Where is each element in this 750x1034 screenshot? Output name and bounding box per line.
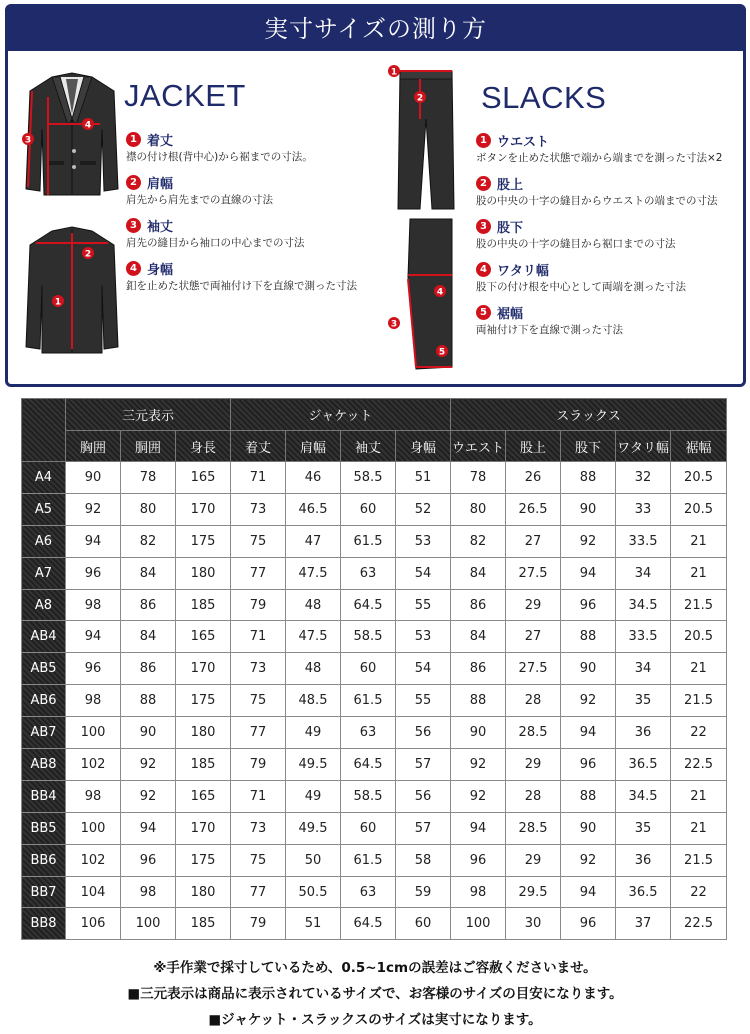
table-cell: 96 xyxy=(121,844,176,876)
table-cell: 86 xyxy=(451,653,506,685)
table-cell: 175 xyxy=(176,525,231,557)
svg-text:2: 2 xyxy=(416,93,424,104)
item-label: ウエスト xyxy=(497,134,550,150)
jacket-item-chest xyxy=(126,259,357,293)
column-header: 胸囲 xyxy=(66,431,121,462)
table-cell: 47.5 xyxy=(286,621,341,653)
svg-text:4: 4 xyxy=(436,287,444,298)
table-cell: 54 xyxy=(396,557,451,589)
item-label: ワタリ幅 xyxy=(497,263,549,279)
table-cell: 53 xyxy=(396,525,451,557)
table-cell: 96 xyxy=(561,908,616,940)
table-cell: 49.5 xyxy=(286,812,341,844)
size-label: A6 xyxy=(22,525,66,557)
table-cell: 165 xyxy=(176,621,231,653)
table-cell: 98 xyxy=(66,685,121,717)
table-cell: 58.5 xyxy=(341,780,396,812)
table-cell: 64.5 xyxy=(341,749,396,781)
table-row xyxy=(22,908,727,940)
table-cell: 170 xyxy=(176,653,231,685)
svg-text:2: 2 xyxy=(84,249,92,260)
slacks-leg-illustration xyxy=(386,217,466,373)
number-badge: 2 xyxy=(476,176,491,191)
table-cell: 73 xyxy=(231,653,286,685)
size-label: A4 xyxy=(22,462,66,494)
table-row xyxy=(22,780,727,812)
group-header: スラックス xyxy=(451,399,727,431)
table-cell: 80 xyxy=(451,493,506,525)
table-cell: 94 xyxy=(561,557,616,589)
table-cell: 35 xyxy=(616,812,671,844)
table-cell: 57 xyxy=(396,749,451,781)
item-description: 股の中央の十字の縫目から裾口までの寸法 xyxy=(476,238,676,250)
table-cell: 60 xyxy=(396,908,451,940)
slacks-item-hem xyxy=(476,303,722,337)
table-cell: 36 xyxy=(616,717,671,749)
table-cell: 28 xyxy=(506,780,561,812)
jacket-item-sleeve xyxy=(126,216,357,250)
table-row xyxy=(22,525,727,557)
number-badge: 4 xyxy=(126,261,141,276)
table-cell: 185 xyxy=(176,908,231,940)
table-cell: 47.5 xyxy=(286,557,341,589)
table-cell: 90 xyxy=(561,653,616,685)
table-cell: 34.5 xyxy=(616,589,671,621)
table-cell: 21 xyxy=(671,557,727,589)
table-cell: 61.5 xyxy=(341,525,396,557)
table-cell: 82 xyxy=(121,525,176,557)
table-row xyxy=(22,589,727,621)
table-cell: 96 xyxy=(561,749,616,781)
jacket-title: JACKET xyxy=(124,78,246,113)
jacket-item-shoulder xyxy=(126,173,357,207)
table-cell: 180 xyxy=(176,876,231,908)
guide-title: 実寸サイズの測り方 xyxy=(8,7,743,51)
size-label: AB8 xyxy=(22,749,66,781)
column-header: 袖丈 xyxy=(341,431,396,462)
column-header: 肩幅 xyxy=(286,431,341,462)
table-row xyxy=(22,685,727,717)
table-cell: 60 xyxy=(341,653,396,685)
table-cell: 104 xyxy=(66,876,121,908)
table-cell: 102 xyxy=(66,749,121,781)
table-cell: 20.5 xyxy=(671,621,727,653)
table-cell: 29 xyxy=(506,589,561,621)
table-cell: 56 xyxy=(396,717,451,749)
table-cell: 29 xyxy=(506,749,561,781)
note-line: ■三元表示は商品に表示されているサイズで、お客様のサイズの目安になります。 xyxy=(127,986,623,1002)
table-cell: 34 xyxy=(616,653,671,685)
svg-text:3: 3 xyxy=(390,319,398,330)
table-cell: 36.5 xyxy=(616,876,671,908)
item-label: 裾幅 xyxy=(497,306,524,322)
note-line: ※手作業で採寸しているため、0.5~1cmの誤差はご容赦くださいませ。 xyxy=(153,960,597,976)
item-label: 股上 xyxy=(497,177,524,193)
jacket-front-illustration xyxy=(22,69,122,199)
table-cell: 27 xyxy=(506,525,561,557)
slacks-item-inseam xyxy=(476,217,722,251)
table-cell: 29.5 xyxy=(506,876,561,908)
table-cell: 92 xyxy=(561,685,616,717)
table-cell: 36.5 xyxy=(616,749,671,781)
table-row xyxy=(22,462,727,494)
svg-text:4: 4 xyxy=(84,120,92,131)
table-cell: 35 xyxy=(616,685,671,717)
corner-cell xyxy=(22,399,66,462)
table-row xyxy=(22,621,727,653)
table-cell: 84 xyxy=(451,621,506,653)
table-cell: 60 xyxy=(341,812,396,844)
table-cell: 20.5 xyxy=(671,462,727,494)
column-header: 股下 xyxy=(561,431,616,462)
table-cell: 33.5 xyxy=(616,621,671,653)
table-cell: 175 xyxy=(176,844,231,876)
table-cell: 36 xyxy=(616,844,671,876)
table-cell: 77 xyxy=(231,557,286,589)
table-cell: 88 xyxy=(561,621,616,653)
table-cell: 102 xyxy=(66,844,121,876)
table-cell: 50.5 xyxy=(286,876,341,908)
table-cell: 48.5 xyxy=(286,685,341,717)
item-label: 袖丈 xyxy=(147,219,174,235)
table-cell: 88 xyxy=(121,685,176,717)
table-cell: 48 xyxy=(286,653,341,685)
table-cell: 100 xyxy=(451,908,506,940)
table-cell: 71 xyxy=(231,621,286,653)
table-cell: 58.5 xyxy=(341,621,396,653)
table-cell: 64.5 xyxy=(341,589,396,621)
jacket-item-length xyxy=(126,130,357,164)
column-header: 身長 xyxy=(176,431,231,462)
table-cell: 28.5 xyxy=(506,717,561,749)
table-cell: 54 xyxy=(396,653,451,685)
table-cell: 94 xyxy=(66,525,121,557)
column-header: 股上 xyxy=(506,431,561,462)
table-cell: 50 xyxy=(286,844,341,876)
item-description: 襟の付け根(背中心)から裾までの寸法。 xyxy=(126,151,313,163)
table-cell: 100 xyxy=(66,812,121,844)
table-cell: 56 xyxy=(396,780,451,812)
table-cell: 90 xyxy=(561,812,616,844)
number-badge: 3 xyxy=(476,219,491,234)
table-cell: 21.5 xyxy=(671,844,727,876)
table-cell: 98 xyxy=(66,589,121,621)
item-description: ボタンを止めた状態で端から端までを測った寸法×2 xyxy=(476,152,723,164)
item-description: 両袖付け下を直線で測った寸法 xyxy=(476,324,623,336)
table-cell: 73 xyxy=(231,812,286,844)
table-cell: 21.5 xyxy=(671,685,727,717)
table-cell: 63 xyxy=(341,876,396,908)
table-cell: 71 xyxy=(231,780,286,812)
table-cell: 60 xyxy=(341,493,396,525)
table-cell: 90 xyxy=(121,717,176,749)
table-cell: 78 xyxy=(121,462,176,494)
size-table xyxy=(21,398,727,940)
table-cell: 49 xyxy=(286,780,341,812)
table-cell: 26.5 xyxy=(506,493,561,525)
table-cell: 73 xyxy=(231,493,286,525)
number-badge: 4 xyxy=(476,262,491,277)
table-cell: 49.5 xyxy=(286,749,341,781)
table-cell: 32 xyxy=(616,462,671,494)
table-row xyxy=(22,557,727,589)
table-cell: 79 xyxy=(231,908,286,940)
table-cell: 185 xyxy=(176,749,231,781)
number-badge: 2 xyxy=(126,175,141,190)
table-cell: 27.5 xyxy=(506,557,561,589)
table-cell: 92 xyxy=(121,749,176,781)
table-cell: 92 xyxy=(451,749,506,781)
table-cell: 34.5 xyxy=(616,780,671,812)
table-cell: 49 xyxy=(286,717,341,749)
table-cell: 37 xyxy=(616,908,671,940)
table-cell: 22 xyxy=(671,717,727,749)
table-cell: 94 xyxy=(121,812,176,844)
slacks-item-rise xyxy=(476,174,722,208)
size-label: BB4 xyxy=(22,780,66,812)
table-cell: 79 xyxy=(231,589,286,621)
table-cell: 86 xyxy=(451,589,506,621)
table-cell: 29 xyxy=(506,844,561,876)
size-label: AB5 xyxy=(22,653,66,685)
svg-text:5: 5 xyxy=(438,347,446,358)
table-cell: 98 xyxy=(121,876,176,908)
size-label: BB7 xyxy=(22,876,66,908)
slacks-illustration xyxy=(386,63,466,213)
table-cell: 88 xyxy=(561,780,616,812)
table-cell: 79 xyxy=(231,749,286,781)
table-cell: 185 xyxy=(176,589,231,621)
table-cell: 96 xyxy=(561,589,616,621)
svg-text:1: 1 xyxy=(54,297,62,308)
table-cell: 33 xyxy=(616,493,671,525)
table-row xyxy=(22,717,727,749)
size-label: BB5 xyxy=(22,812,66,844)
number-badge: 1 xyxy=(476,133,491,148)
table-cell: 63 xyxy=(341,717,396,749)
table-cell: 165 xyxy=(176,462,231,494)
table-cell: 77 xyxy=(231,717,286,749)
table-cell: 61.5 xyxy=(341,685,396,717)
table-cell: 92 xyxy=(121,780,176,812)
table-cell: 20.5 xyxy=(671,493,727,525)
table-cell: 80 xyxy=(121,493,176,525)
table-cell: 21 xyxy=(671,525,727,557)
table-cell: 84 xyxy=(121,557,176,589)
table-cell: 47 xyxy=(286,525,341,557)
table-cell: 86 xyxy=(121,589,176,621)
table-cell: 22.5 xyxy=(671,749,727,781)
table-cell: 27.5 xyxy=(506,653,561,685)
size-label: A8 xyxy=(22,589,66,621)
table-cell: 84 xyxy=(121,621,176,653)
number-badge: 5 xyxy=(476,305,491,320)
table-cell: 64.5 xyxy=(341,908,396,940)
item-label: 股下 xyxy=(497,220,524,236)
size-label: AB7 xyxy=(22,717,66,749)
table-cell: 21 xyxy=(671,653,727,685)
group-header-row xyxy=(22,399,727,431)
table-cell: 77 xyxy=(231,876,286,908)
table-cell: 28 xyxy=(506,685,561,717)
table-cell: 34 xyxy=(616,557,671,589)
table-row xyxy=(22,749,727,781)
table-cell: 84 xyxy=(451,557,506,589)
table-cell: 21 xyxy=(671,812,727,844)
table-cell: 92 xyxy=(451,780,506,812)
table-cell: 26 xyxy=(506,462,561,494)
table-cell: 106 xyxy=(66,908,121,940)
table-row xyxy=(22,844,727,876)
slacks-item-thigh xyxy=(476,260,722,294)
measurement-guide-panel xyxy=(5,4,746,387)
table-cell: 90 xyxy=(451,717,506,749)
jacket-items xyxy=(126,130,357,302)
table-cell: 88 xyxy=(561,462,616,494)
table-cell: 170 xyxy=(176,812,231,844)
table-cell: 180 xyxy=(176,717,231,749)
table-cell: 51 xyxy=(286,908,341,940)
item-description: 股の中央の十字の縫目からウエストの端までの寸法 xyxy=(476,195,718,207)
table-cell: 52 xyxy=(396,493,451,525)
notes xyxy=(0,955,750,1033)
table-cell: 165 xyxy=(176,780,231,812)
table-cell: 94 xyxy=(451,812,506,844)
number-badge: 1 xyxy=(126,132,141,147)
table-cell: 180 xyxy=(176,557,231,589)
svg-text:3: 3 xyxy=(24,135,32,146)
item-label: 身幅 xyxy=(147,262,174,278)
table-cell: 75 xyxy=(231,525,286,557)
size-label: BB6 xyxy=(22,844,66,876)
table-cell: 51 xyxy=(396,462,451,494)
table-cell: 82 xyxy=(451,525,506,557)
table-cell: 88 xyxy=(451,685,506,717)
note-line: ■ジャケット・スラックスのサイズは実寸になります。 xyxy=(208,1012,542,1028)
group-header: 三元表示 xyxy=(66,399,231,431)
column-header: 胴囲 xyxy=(121,431,176,462)
size-label: BB8 xyxy=(22,908,66,940)
column-header: 裾幅 xyxy=(671,431,727,462)
column-header-row xyxy=(22,431,727,462)
jacket-back-illustration xyxy=(22,225,122,355)
item-description: 股下の付け根を中心として両端を測った寸法 xyxy=(476,281,686,293)
table-cell: 94 xyxy=(561,876,616,908)
table-cell: 71 xyxy=(231,462,286,494)
table-cell: 90 xyxy=(66,462,121,494)
table-cell: 33.5 xyxy=(616,525,671,557)
item-description: 肩先から肩先までの直線の寸法 xyxy=(126,194,273,206)
table-cell: 94 xyxy=(561,717,616,749)
group-header: ジャケット xyxy=(231,399,451,431)
table-cell: 46 xyxy=(286,462,341,494)
table-cell: 96 xyxy=(451,844,506,876)
table-cell: 61.5 xyxy=(341,844,396,876)
table-cell: 75 xyxy=(231,685,286,717)
slacks-items xyxy=(476,131,722,346)
table-cell: 96 xyxy=(66,653,121,685)
table-cell: 21 xyxy=(671,780,727,812)
table-cell: 22 xyxy=(671,876,727,908)
table-cell: 28.5 xyxy=(506,812,561,844)
table-cell: 48 xyxy=(286,589,341,621)
table-cell: 22.5 xyxy=(671,908,727,940)
column-header: ウエスト xyxy=(451,431,506,462)
table-body xyxy=(22,462,727,940)
table-cell: 170 xyxy=(176,493,231,525)
size-label: A5 xyxy=(22,493,66,525)
table-cell: 46.5 xyxy=(286,493,341,525)
table-row xyxy=(22,653,727,685)
size-label: A7 xyxy=(22,557,66,589)
table-cell: 59 xyxy=(396,876,451,908)
table-cell: 58 xyxy=(396,844,451,876)
table-cell: 175 xyxy=(176,685,231,717)
table-cell: 96 xyxy=(66,557,121,589)
item-description: 肩先の縫目から袖口の中心までの寸法 xyxy=(126,237,305,249)
table-cell: 86 xyxy=(121,653,176,685)
table-cell: 58.5 xyxy=(341,462,396,494)
table-cell: 75 xyxy=(231,844,286,876)
size-label: AB6 xyxy=(22,685,66,717)
table-row xyxy=(22,493,727,525)
table-cell: 92 xyxy=(561,525,616,557)
table-cell: 21.5 xyxy=(671,589,727,621)
size-label: AB4 xyxy=(22,621,66,653)
column-header: 着丈 xyxy=(231,431,286,462)
slacks-title: SLACKS xyxy=(481,80,607,115)
table-cell: 100 xyxy=(121,908,176,940)
table-cell: 78 xyxy=(451,462,506,494)
table-cell: 92 xyxy=(561,844,616,876)
table-cell: 90 xyxy=(561,493,616,525)
table-cell: 98 xyxy=(451,876,506,908)
slacks-item-waist xyxy=(476,131,722,165)
table-cell: 98 xyxy=(66,780,121,812)
table-cell: 27 xyxy=(506,621,561,653)
item-label: 着丈 xyxy=(147,133,174,149)
table-cell: 57 xyxy=(396,812,451,844)
table-row xyxy=(22,812,727,844)
table-cell: 55 xyxy=(396,685,451,717)
svg-text:1: 1 xyxy=(390,67,398,78)
table-cell: 100 xyxy=(66,717,121,749)
column-header: ワタリ幅 xyxy=(616,431,671,462)
table-cell: 63 xyxy=(341,557,396,589)
table-row xyxy=(22,876,727,908)
table-cell: 53 xyxy=(396,621,451,653)
table-cell: 30 xyxy=(506,908,561,940)
column-header: 身幅 xyxy=(396,431,451,462)
item-label: 肩幅 xyxy=(147,176,174,192)
table-cell: 94 xyxy=(66,621,121,653)
item-description: 釦を止めた状態で両袖付け下を直線で測った寸法 xyxy=(126,280,357,292)
table-cell: 92 xyxy=(66,493,121,525)
number-badge: 3 xyxy=(126,218,141,233)
table-cell: 55 xyxy=(396,589,451,621)
